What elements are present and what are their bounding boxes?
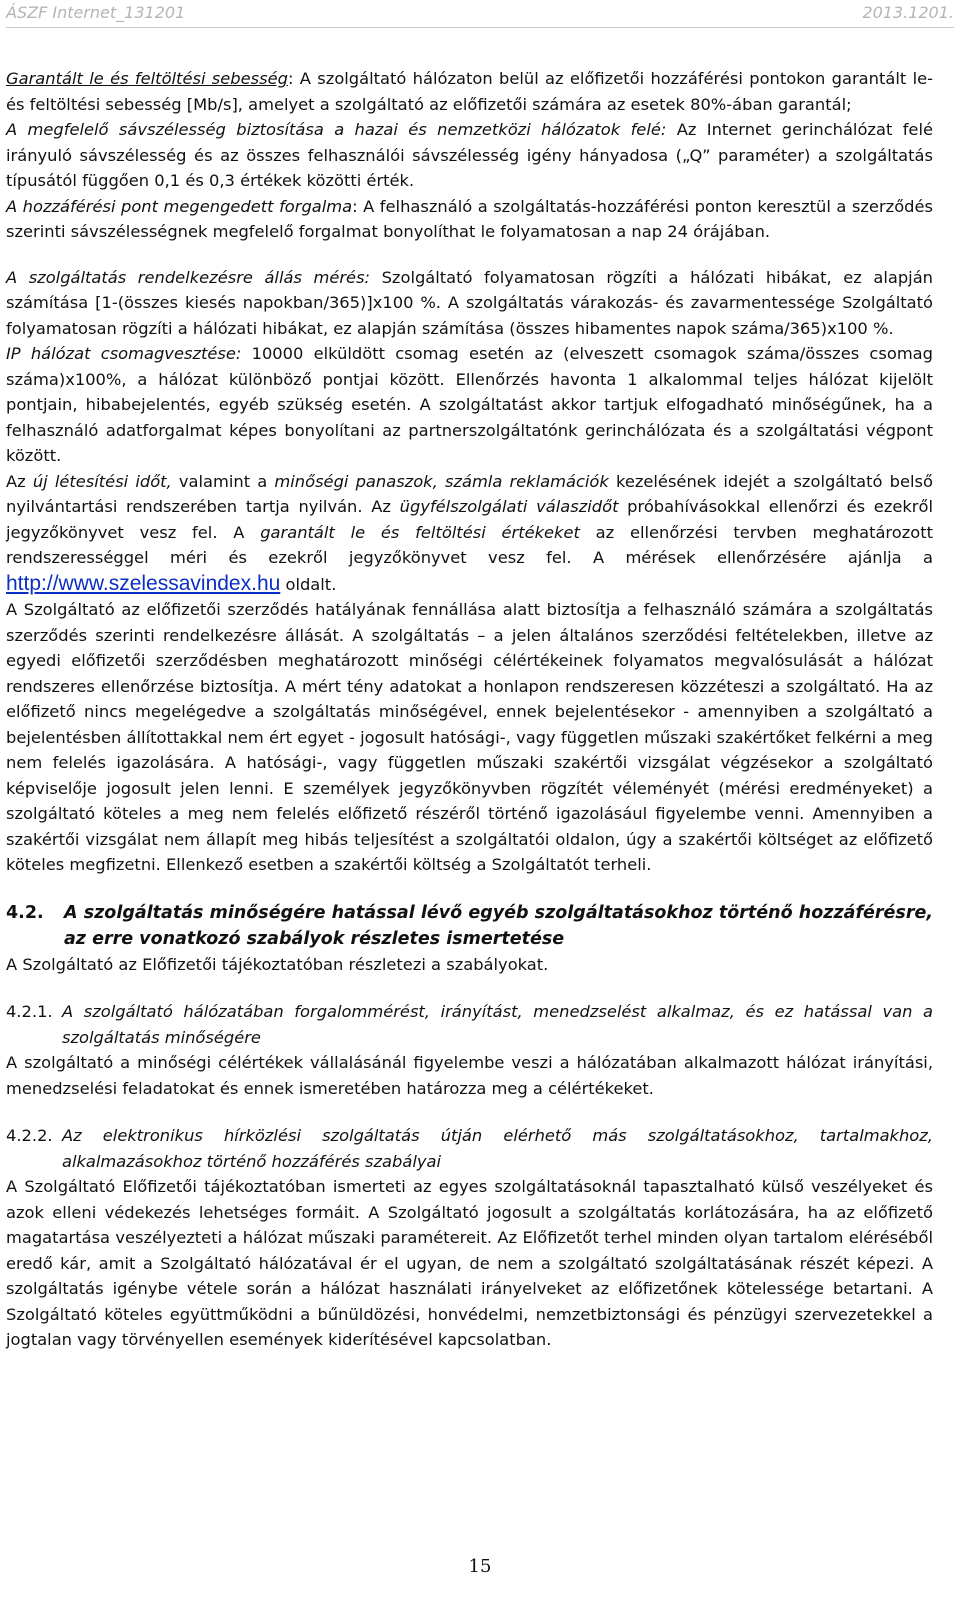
section-title: Az elektronikus hírközlési szolgáltatás útján elérhető más szolgáltatásokhoz, tartalmakhoz, alkalmazásokhoz történő hozzáférés szabályai <box>62 1126 933 1171</box>
paragraph-text: Az Internet gerinchálózat felé irányuló sávszélesség és az összes felhasználói sávszélesség igény hányadosa („Q” paraméter) a szolgáltatás típusától függően 0,1 és 0,3 értékek közötti érték. <box>6 120 933 190</box>
spacer <box>6 245 933 265</box>
paragraph-text: : A szolgáltató hálózaton belül az előfizetői hozzáférési pontokon garantált le- és feltöltési sebesség [Mb/s], amelyet a szolgáltató az előfizetői számára az esetek 80%-ában garantál; <box>6 69 934 114</box>
spacer <box>6 977 933 999</box>
section-heading-4-2-2 <box>6 1123 933 1174</box>
paragraph-access-point-traffic <box>6 194 933 245</box>
section-title: A szolgáltató hálózatában forgalommérést, irányítást, menedzselést alkalmaz, és ez hatással van a szolgáltatás minőségére <box>62 1002 933 1047</box>
term-label: Garantált le és feltöltési sebesség <box>6 69 288 88</box>
paragraph-service-quality: A Szolgáltató az előfizetői szerződés hatályának fennállása alatt biztosítja a felhasználó számára a szolgáltatás szerződés szerinti rendelkezésre állását. A szolgáltatás – a jelen általános szerződési feltételekben, illetve az egyedi előfizetői szerződésben meghatározott minőségi célértékeinek folyamatos megvalósulását a hálózat rendszeres ellenőrzése biztosítja. A mért tény adatokat a honlapon rendszeresen közzéteszi a szolgáltató. Ha az előfizető nincs megelégedve a szolgáltatás minőségével, ennek bejelentésekor - amennyiben a szolgáltató a bejelentésben állítottakkal nem ért egyet - jogosult hatósági-, vagy független műszaki szakértőket felkérni a meg nem felelés igazolására. A hatósági-, vagy független műszaki szakértői vizsgálat végzésekor a szolgáltató képviselője jogosult jelen lenni. E személyek jegyzőkönyvben rögzítét véleményét (mérési eredményeket) a szolgáltató köteles a meg nem felelés előfizető részéről történő igazolásául figyelembe venni. Amennyiben a szakértői vizsgálat nem állapít meg hibás teljesítést a szolgáltatói oldalon, úgy a szakértői költséget az előfizető köteles megfizetni. Ellenkező esetben a szakértői költség a Szolgáltatót terheli. <box>6 600 933 874</box>
term-label: A hozzáférési pont megengedett forgalma <box>6 196 353 216</box>
term-label: IP hálózat csomagvesztése: <box>6 344 242 363</box>
section-number: 4.2.1. <box>6 1002 53 1021</box>
term-label: A szolgáltatás rendelkezésre állás mérés: <box>6 267 371 287</box>
header-document-title: ÁSZF Internet_131201 <box>6 3 186 22</box>
section-number: 4.2. <box>6 902 44 923</box>
text-run: valamint a <box>171 471 275 491</box>
running-header <box>6 3 954 28</box>
term-label: A megfelelő sávszélesség biztosítása a hazai és nemzetközi hálózatok felé: <box>6 120 667 139</box>
section-body: A szolgáltató a minőségi célértékek vállalásánál figyelembe veszi a hálózatában alkalmazott hálózat irányítási, menedzselési feladatokat és ennek ismeretében határozza meg a célértékeket. <box>6 1053 933 1098</box>
header-date: 2013.1201. <box>862 3 954 22</box>
italic-term: garantált le és feltöltési értékeket <box>260 522 580 542</box>
italic-term: ügyfélszolgálati válaszidőt <box>399 497 619 516</box>
document-body <box>6 66 933 1353</box>
paragraph-measurement <box>6 469 933 598</box>
paragraph-text: 10000 elküldött csomag esetén az (elveszett csomagok száma/összes csomag száma)x100%, a hálózat különböző pontjai között. Ellenőrzés havonta 1 alkalommal teljes hálózat kijelölt pontjain, hibabejelentés, egyéb szükség esetén. A szolgáltatást akkor tartjuk elfogadható minőségűnek, ha a felhasználó adatforgalmat képes bonyolítani az partnerszolgáltatónk gerinchálózata és a szolgáltatási végpont között. <box>6 344 933 465</box>
paragraph-availability <box>6 265 933 342</box>
section-body: A Szolgáltató Előfizetői tájékoztatóban ismerteti az egyes szolgáltatásoknál tapasztalható külső veszélyeket és azok elleni védekezés lehetséges formáit. A Szolgáltató jogosult a szolgáltatás korlátozására, ha az előfizető magatartása veszélyezteti a hálózat műszaki paramétereit. Az Előfizetőt terhel minden olyan tartalom eléréséből eredő kár, amit a Szolgáltató hálózatával ér el ugyan, de nem a szolgáltató szolgáltatásának részét képezi. A szolgáltatás igénybe vétele során a hálózat használati irányelveket az előfizetőnek kötelessége betartani. A Szolgáltató köteles együttműködni a bűnüldözési, honvédelmi, nemzetbiztonsági és pénzügyi szervezetekkel a jogtalan vagy törvényellen események kiderítésével kapcsolatban. <box>6 1177 933 1349</box>
szelessavindex-link[interactable]: http://www.szelessavindex.hu <box>6 571 281 595</box>
spacer <box>6 878 933 900</box>
italic-term: új létesítési időt, <box>32 471 172 491</box>
text-run: oldalt. <box>280 574 337 594</box>
spacer <box>6 1101 933 1123</box>
section-body: A Szolgáltató az Előfizetői tájékoztatóban részletezi a szabályokat. <box>6 954 549 974</box>
section-heading-4-2 <box>6 900 933 952</box>
paragraph-bandwidth <box>6 117 933 194</box>
text-run: kezelésének idejét a szolgáltató belső nyilvántartási rendszerében tartja nyilván. Az <box>6 471 933 516</box>
paragraph-guaranteed-speed <box>6 66 933 117</box>
paragraph-text: : A felhasználó a szolgáltatás-hozzáférési ponton keresztül a szerződés szerinti sávszélességnek megfelelő forgalmat bonyolíthat le folyamatosan a nap 24 órájában. <box>6 196 933 241</box>
text-run: az ellenőrzési tervben meghatározott rendszerességgel méri és ezekről jegyzőkönyvet vesz fel. A mérések ellenőrzésére ajánlja a <box>6 522 933 567</box>
paragraph-packet-loss <box>6 341 933 469</box>
section-number: 4.2.2. <box>6 1126 53 1145</box>
section-title: A szolgáltatás minőségére hatással lévő egyéb szolgáltatásokhoz történő hozzáférésre, az erre vonatkozó szabályok részletes ismertetése <box>64 902 933 949</box>
text-run: Az <box>6 471 33 491</box>
section-heading-4-2-1 <box>6 999 933 1050</box>
paragraph-text: Szolgáltató folyamatosan rögzíti a hálózati hibákat, ez alapján számítása [1-(összes kiesés napokban/365)]x100 %. A szolgáltatás várakozás- és zavarmentessége Szolgáltató folyamatosan rögzíti a hálózati hibákat, ez alapján számítása (összes hibamentes napok száma/365)x100 %. <box>6 267 933 338</box>
italic-term: minőségi panaszok, számla reklamációk <box>274 471 609 491</box>
page-number: 15 <box>468 1556 492 1577</box>
text-run: próbahívásokkal ellenőrzi és ezekről jegyzőkönyvet vesz fel. A <box>6 497 933 542</box>
